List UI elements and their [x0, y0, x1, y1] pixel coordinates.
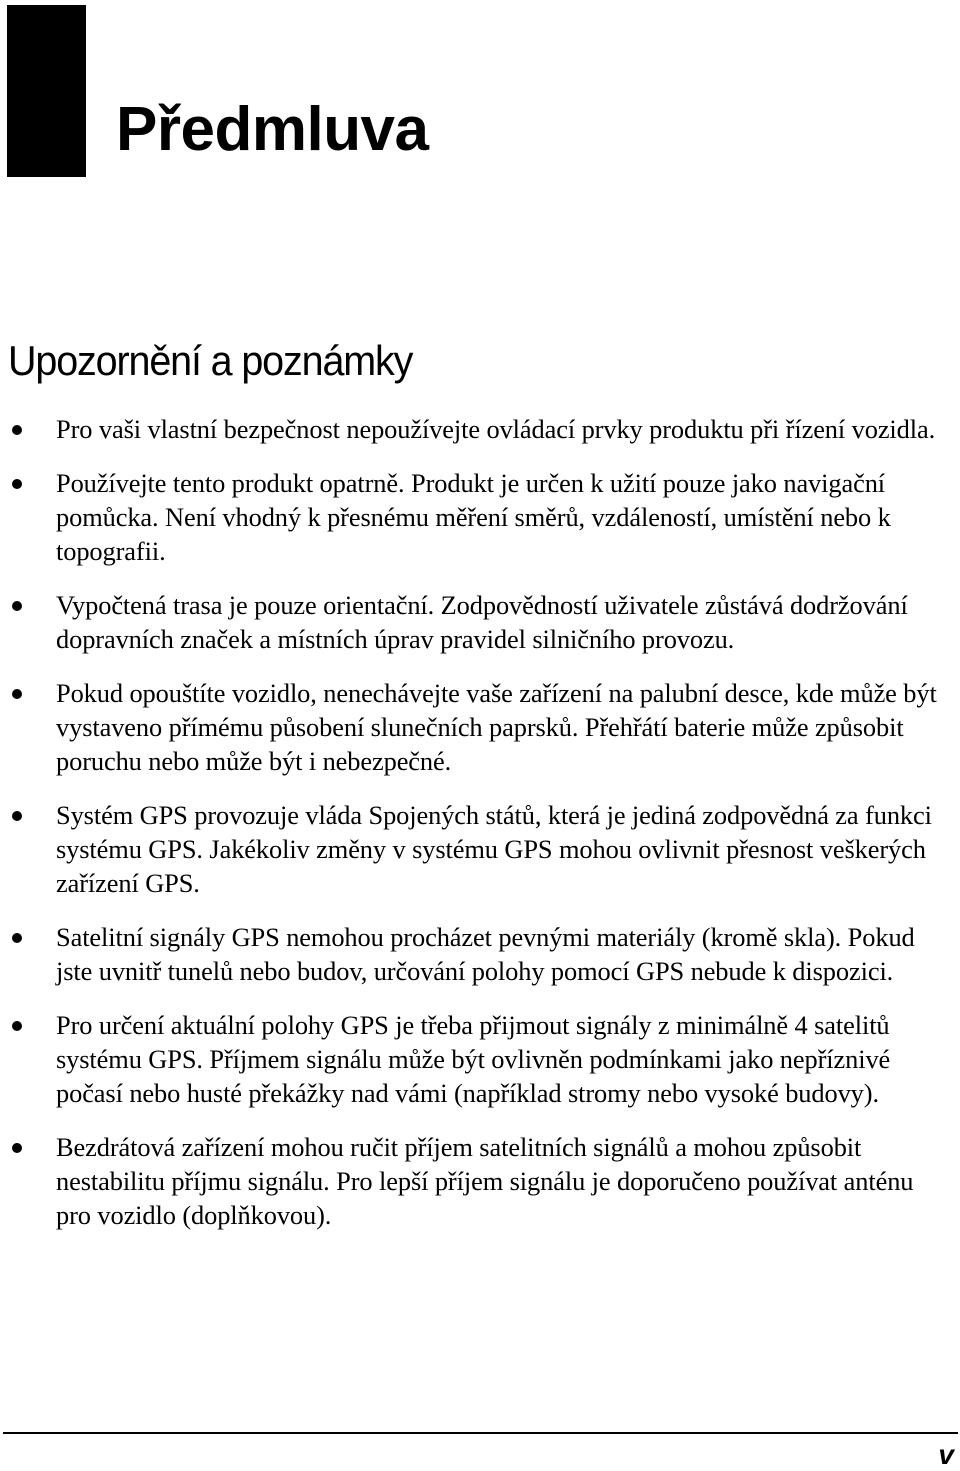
note-text: Používejte tento produkt opatrně. Produkt je určen k užití pouze jako navigační pomůcka. Není vhodný k přesnému měření směrů, vzdáleností, umístění nebo k topografii. [56, 467, 891, 567]
section-heading: Upozornění a poznámky [8, 337, 413, 384]
note-item [0, 798, 960, 901]
bullet-icon [12, 601, 22, 611]
footer-divider [3, 1432, 958, 1434]
bullet-icon [12, 425, 22, 435]
bullet-icon [12, 811, 22, 821]
bullet-icon [12, 689, 22, 699]
note-item [0, 1130, 960, 1233]
note-item [0, 412, 960, 446]
note-text: Pokud opouštíte vozidlo, nenechávejte vaše zařízení na palubní desce, kde může být vystaveno přímému působení slunečních paprsků. Přehřátí baterie může způsobit poruchu nebo může být i nebezpečné. [56, 677, 937, 777]
note-text: Systém GPS provozuje vláda Spojených států, která je jediná zodpovědná za funkci systému GPS. Jakékoliv změny v systému GPS mohou ovlivnit přesnost veškerých zařízení GPS. [56, 799, 932, 899]
note-item [0, 920, 960, 988]
note-text: Vypočtená trasa je pouze orientační. Zodpovědností uživatele zůstává dodržování dopravních značek a místních úprav pravidel silničního provozu. [56, 589, 908, 655]
chapter-title: Předmluva [116, 95, 429, 164]
note-item [0, 1008, 960, 1111]
chapter-marker-bar [7, 5, 86, 177]
note-item [0, 588, 960, 656]
note-item [0, 676, 960, 779]
notes-list [0, 412, 960, 1252]
page-number: v [938, 1439, 954, 1470]
bullet-icon [12, 479, 22, 489]
note-text: Satelitní signály GPS nemohou procházet pevnými materiály (kromě skla). Pokud jste uvnitř tunelů nebo budov, určování polohy pomocí GPS nebude k dispozici. [56, 921, 915, 987]
bullet-icon [12, 1021, 22, 1031]
bullet-icon [12, 1143, 22, 1153]
bullet-icon [12, 933, 22, 943]
note-item [0, 466, 960, 569]
note-text: Pro vaši vlastní bezpečnost nepoužívejte ovládací prvky produktu při řízení vozidla. [56, 414, 936, 444]
note-text: Bezdrátová zařízení mohou ručit příjem satelitních signálů a mohou způsobit nestabilitu příjmu signálu. Pro lepší příjem signálu je doporučeno používat anténu pro vozidlo (doplňkovou). [56, 1131, 914, 1231]
note-text: Pro určení aktuální polohy GPS je třeba přijmout signály z minimálně 4 satelitů systému GPS. Příjmem signálu může být ovlivněn podmínkami jako nepříznivé počasí nebo husté překážky nad vámi (například stromy nebo vysoké budovy). [56, 1009, 891, 1109]
